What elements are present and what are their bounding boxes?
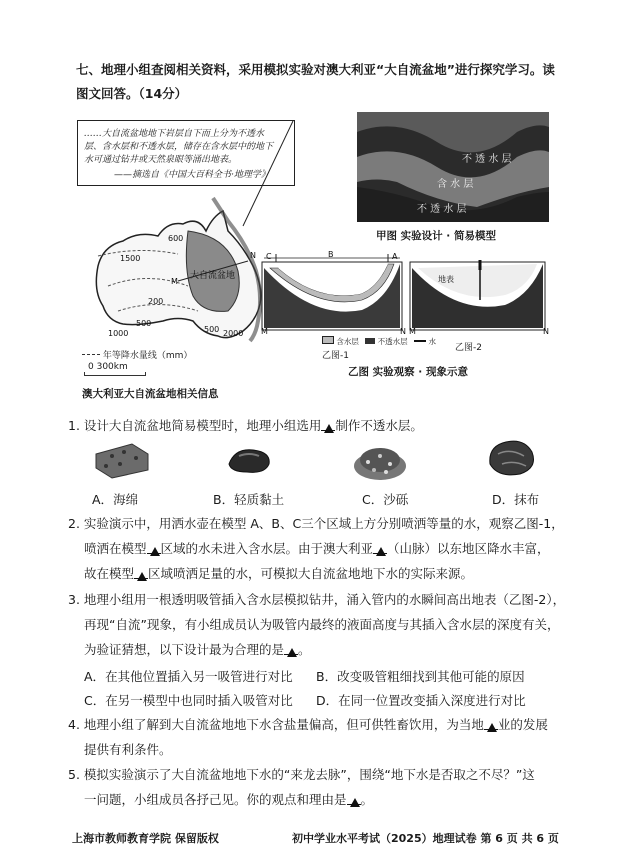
- region-label-a: A: [392, 252, 398, 261]
- legend-impervious-text: 不透水层: [377, 337, 408, 346]
- q1-text-pre: 1. 设计大自流盆地简易模型时，地理小组选用: [68, 418, 322, 433]
- legend-water-text: 水: [428, 337, 436, 346]
- section-label-m: M: [261, 327, 268, 336]
- quote-line: 水可通过钻井或天然泉眼等涌出地表。: [84, 155, 238, 165]
- q5-text: 一问题，小组成员各抒己见。你的观点和理由是: [84, 792, 347, 807]
- option-text: 抹布: [514, 492, 540, 507]
- legend-isoline-text: 年等降水量线（mm）: [102, 351, 193, 361]
- q1-option-b[interactable]: [213, 490, 284, 508]
- q2-text: （山脉）以东地区降水丰富，: [387, 541, 550, 556]
- region-label-b: B: [328, 250, 334, 259]
- q1-stem: [68, 418, 423, 434]
- section-label-n: N: [250, 251, 256, 260]
- option-letter: D．: [492, 492, 515, 507]
- q2-line1: 2. 实验演示中，用洒水壶在模型 A、B、C三个区域上方分别喷洒等量的水，观察乙图-1，: [68, 516, 564, 531]
- australia-map: [78, 186, 288, 366]
- map-legend: [82, 348, 192, 361]
- blank-triangle-icon: [350, 798, 360, 807]
- answer-blank[interactable]: [134, 568, 148, 579]
- isoline-label: 600: [168, 234, 184, 243]
- fig1-label: 乙图-1: [322, 351, 349, 361]
- option-text: 在其他位置插入另一吸管进行对比: [105, 669, 293, 684]
- isoline-legend-symbol: [82, 354, 100, 355]
- answer-blank[interactable]: [321, 420, 335, 431]
- basin-label: 大自流盆地: [190, 271, 236, 281]
- q2-line2: [84, 541, 550, 557]
- map-caption: 澳大利亚大自流盆地相关信息: [82, 388, 219, 400]
- isoline-label: 1500: [120, 254, 141, 263]
- blank-triangle-icon: [287, 648, 297, 657]
- option-letter: B．: [213, 492, 235, 507]
- q3-text: 。: [298, 642, 311, 657]
- q3-option-c[interactable]: [84, 691, 293, 709]
- answer-blank[interactable]: [347, 794, 361, 805]
- footer-left: 上海市教师教育学院 保留版权: [72, 832, 219, 845]
- isoline-label: 500: [136, 319, 152, 328]
- photo-caption: 甲图 实验设计 · 简易模型: [376, 230, 496, 242]
- sponge-image: [92, 440, 152, 480]
- q2-line3: [84, 566, 473, 582]
- isoline-label: 200: [148, 297, 164, 306]
- answer-blank[interactable]: [373, 543, 387, 554]
- q1-text-post: 制作不透水层。: [335, 418, 423, 433]
- clay-image: [225, 442, 275, 476]
- isoline-label: 2000: [223, 329, 244, 338]
- option-letter: A．: [84, 669, 106, 684]
- quote-line: ……大自流盆地地下岩层自下而上分为不透水: [84, 129, 265, 139]
- option-letter: C．: [362, 492, 384, 507]
- answer-blank[interactable]: [484, 719, 498, 730]
- legend-aquifer-text: 含水层: [336, 337, 359, 346]
- region-label-c: C: [266, 252, 272, 261]
- q3-line2: 再现“自流”现象，有小组成员认为吸管内最终的液面高度与其插入含水层的深度有关，: [84, 617, 560, 632]
- answer-blank[interactable]: [284, 644, 298, 655]
- section-diagram-2: [410, 250, 550, 335]
- q5-line2: [84, 792, 373, 808]
- q4-text: 业的发展: [497, 717, 548, 732]
- q3-line1: 3. 地理小组用一根透明吸管插入含水层模拟钻井，涌入管内的水瞬间高出地表（乙图-2），: [68, 592, 566, 607]
- photo-layer-label: 含 水 层: [437, 179, 474, 190]
- q5-text: 。: [360, 792, 374, 807]
- q3-line3: [84, 642, 311, 658]
- legend-impervious-swatch: [365, 338, 375, 344]
- blank-triangle-icon: [137, 572, 147, 581]
- q3-option-a[interactable]: [84, 667, 293, 685]
- q2-text: 区域喷洒足量的水，可模拟大自流盆地地下水的实际来源。: [148, 566, 474, 581]
- legend-aquifer-swatch: [322, 336, 334, 344]
- footer-right: 初中学业水平考试（2025）地理试卷 第 6 页 共 6 页: [292, 832, 559, 845]
- map-scale-bar: [84, 372, 146, 376]
- option-text: 沙砾: [383, 492, 409, 507]
- quote-line: 层、含水层和不透水层，储存在含水层中的地下: [84, 142, 274, 152]
- q2-text: 区域的水未进入含水层。由于澳大利亚: [160, 541, 374, 556]
- fig2-label: 乙图-2: [455, 343, 482, 353]
- question-header-line1: 七、地理小组查阅相关资料，采用模拟实验对澳大利亚“大自流盆地”进行探究学习。读: [76, 62, 555, 77]
- q3-option-d[interactable]: [316, 691, 526, 709]
- option-text: 在同一位置改变插入深度进行对比: [338, 693, 526, 708]
- quote-box: [77, 120, 295, 186]
- q3-text: 为验证猜想，以下设计最为合理的是: [84, 642, 285, 657]
- isoline-label: 500: [204, 325, 220, 334]
- photo-layer-label: 不 透 水 层: [417, 204, 467, 215]
- map-scale: 0 300km: [88, 362, 128, 372]
- option-letter: D．: [316, 693, 339, 708]
- q3-option-b[interactable]: [316, 667, 525, 685]
- isoline-label: 1000: [108, 329, 129, 338]
- q2-text: 故在模型: [84, 566, 135, 581]
- gravel-image: [350, 436, 410, 482]
- option-letter: B．: [316, 669, 338, 684]
- cloth-image: [484, 434, 538, 480]
- section-diagram-1: [262, 250, 407, 335]
- section-label-n: N: [400, 327, 406, 336]
- q1-option-d[interactable]: [492, 490, 539, 508]
- q4-text: 4. 地理小组了解到大自流盆地地下水含盐量偏高，但可供牲畜饮用，为当地: [68, 717, 484, 732]
- quote-source: ——摘选自《中国大百科全书·地理学》: [114, 170, 270, 180]
- question-header-line2: 图文回答。（14分）: [76, 86, 188, 101]
- option-letter: C．: [84, 693, 106, 708]
- option-text: 在另一模型中也同时插入吸管对比: [105, 693, 293, 708]
- q2-text: 喷洒在模型: [84, 541, 147, 556]
- option-text: 轻质黏土: [234, 492, 285, 507]
- section-label-m: M: [409, 327, 416, 336]
- legend-water-swatch: [414, 340, 426, 342]
- model-photo: [357, 112, 549, 222]
- photo-layer-label: 不 透 水 层: [462, 154, 512, 165]
- answer-blank[interactable]: [147, 543, 161, 554]
- q1-option-c[interactable]: [362, 490, 408, 508]
- diagram-caption: 乙图 实验观察 · 现象示意: [348, 366, 468, 378]
- blank-triangle-icon: [376, 547, 386, 556]
- section-label-n: N: [543, 327, 549, 336]
- option-letter: A．: [92, 492, 114, 507]
- blank-triangle-icon: [487, 723, 497, 732]
- section-label-m: M: [171, 277, 178, 286]
- option-text: 改变吸管粗细找到其他可能的原因: [337, 669, 525, 684]
- q4-line1: [68, 717, 548, 733]
- q4-line2: 提供有利条件。: [84, 742, 172, 757]
- q5-line1: 5. 模拟实验演示了大自流盆地地下水的“来龙去脉”，围绕“地下水是否取之不尽？”这: [68, 767, 535, 782]
- blank-triangle-icon: [324, 424, 334, 433]
- blank-triangle-icon: [150, 547, 160, 556]
- surface-label: 地表: [438, 275, 454, 284]
- option-text: 海绵: [113, 492, 139, 507]
- q1-option-a[interactable]: [92, 490, 138, 508]
- diagram-legend: [322, 336, 436, 347]
